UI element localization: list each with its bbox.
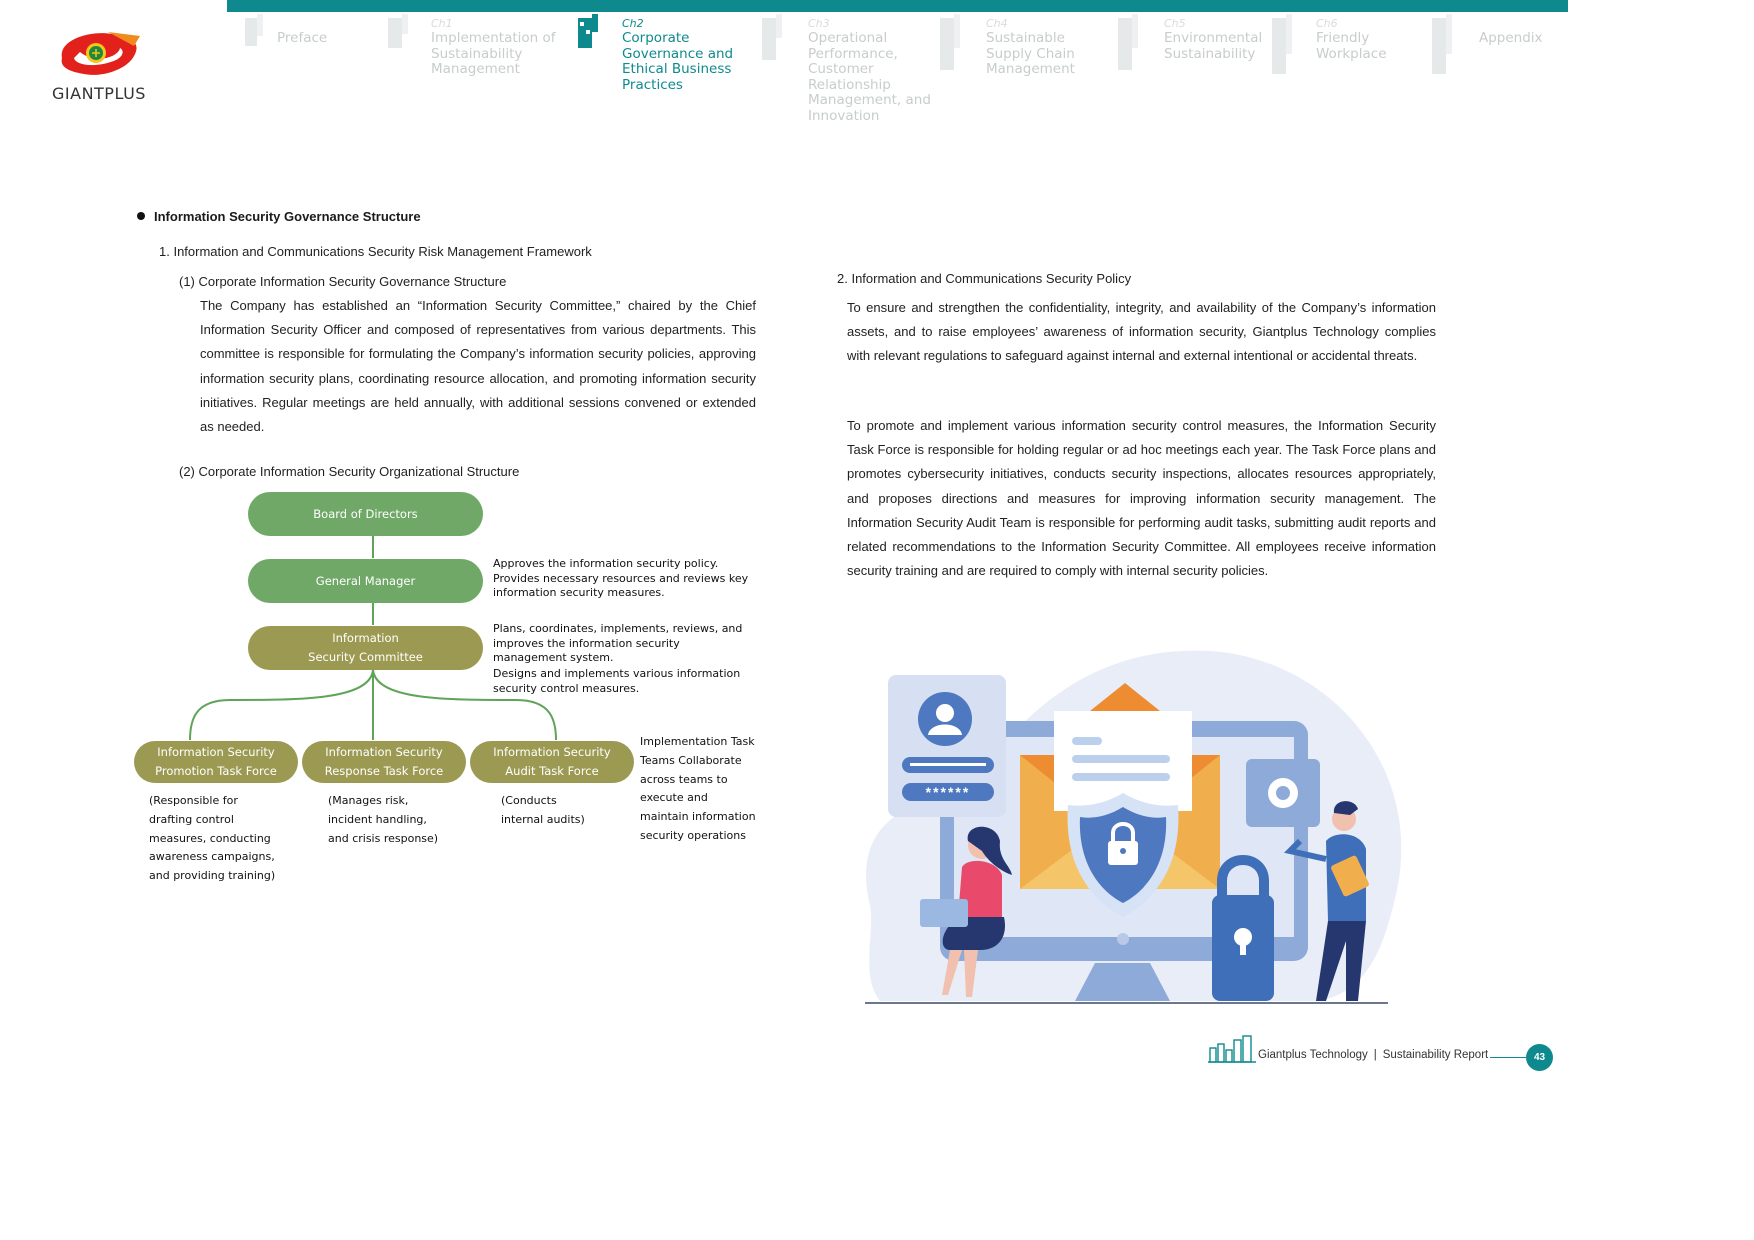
nav-preface-label: Preface [277,30,328,46]
page-number: 43 [1526,1044,1553,1071]
org-audit-task-force: Information Security Audit Task Force [470,741,634,783]
password-mask: ****** [925,784,971,800]
nav-ch2-label: Corporate Governance and Ethical Business Practices [622,30,734,93]
nav-appendix-label: Appendix [1479,30,1543,46]
response-desc: (Manages risk, incident handling, and crisis response) [328,794,439,845]
audit-desc: (Conducts internal audits) [501,794,585,826]
nav-ch4-label: Sustainable Supply Chain Management [986,30,1075,77]
security-illustration [850,645,1410,1010]
logo-wordmark: GIANTPLUS [52,84,146,103]
promotion-desc: (Responsible for drafting control measures, conducting awareness campaigns, and providing training) [149,794,276,883]
nav-ch5-label: Environmental Sustainability [1164,30,1263,62]
teams-note: Implementation Task Teams Collaborate across teams to execute and maintain information security operations [640,735,756,842]
org-security-committee: Information Security Committee [248,626,483,670]
nav-ch3[interactable]: Ch3 Operational Performance, Customer Relationship Management, and Innovation [808,14,938,124]
nav-ch1-label: Implementation of Sustainability Management [431,30,556,77]
org-general-manager: General Manager [248,559,483,603]
nav-ch6-label: Friendly Workplace [1316,30,1387,62]
org-board-of-directors: Board of Directors [248,492,483,536]
item-2-heading: 2. Information and Communications Security Policy [837,271,1132,286]
org-promotion-task-force: Information Security Promotion Task Force [134,741,298,783]
policy-paragraph-1: To ensure and strengthen the confidentiality, integrity, and availability of the Company’s information assets, and to raise employees’ awareness of information security, Giantplus Technology complies with relevant regulations to safeguard against internal and external intentional or accidental threats. [847,300,1436,364]
nav-ch4[interactable]: Ch4 Sustainable Supply Chain Management [986,14,1096,78]
footer-line [1490,1057,1526,1058]
committee-note-1: Plans, coordinates, implements, reviews, and improves the information security management system. [493,622,743,665]
policy-paragraph-2: To promote and implement various information security control measures, the Information Security Task Force is responsible for holding regular or ad hoc meetings each year. The Task Force plans and promotes cybersecurity initiatives, conducts security inspections, allocates resources appropriately, and proposes directions and measures for improving information security management. The Information Security Audit Team is responsible for performing audit tasks, submitting audit reports and related recommendations to the Information Security Committee. All employees receive information security training and are required to comply with internal security policies. [847,418,1436,579]
nav-ch6[interactable]: Ch6 Friendly Workplace [1316,14,1406,62]
nav-ch2[interactable]: Ch2 Corporate Governance and Ethical Business Practices [622,14,742,93]
nav-ch3-label: Operational Performance, Customer Relationship Management, and Innovation [808,30,931,124]
sub-2-heading: (2) Corporate Information Security Organizational Structure [179,464,520,479]
sub-1-heading: (1) Corporate Information Security Governance Structure [179,274,507,289]
committee-note-2: Designs and implements various information security control measures. [493,667,741,695]
org-response-task-force: Information Security Response Task Force [302,741,466,783]
sub-1-body: The Company has established an “Information Security Committee,” chaired by the Chief Information Security Officer and composed of representatives from various departments. This committee is responsible for formulating the Company’s information security policies, approving information security plans, coordinating resource allocation, and promoting information security initiatives. Regular meetings are held annually, with additional sessions convened or extended as needed. [200,298,756,435]
gm-note: Approves the information security policy. Provides necessary resources and reviews key information security measures. [493,557,749,600]
footer-text: Giantplus Technology | Sustainability Report [1258,1049,1489,1061]
nav-ch5[interactable]: Ch5 Environmental Sustainability [1164,14,1274,62]
item-1-heading: 1. Information and Communications Security Risk Management Framework [159,244,592,259]
nav-ch1[interactable]: Ch1 Implementation of Sustainability Management [431,14,561,78]
section-title: Information Security Governance Structure [137,209,421,224]
skyline-icon [1208,1034,1256,1064]
